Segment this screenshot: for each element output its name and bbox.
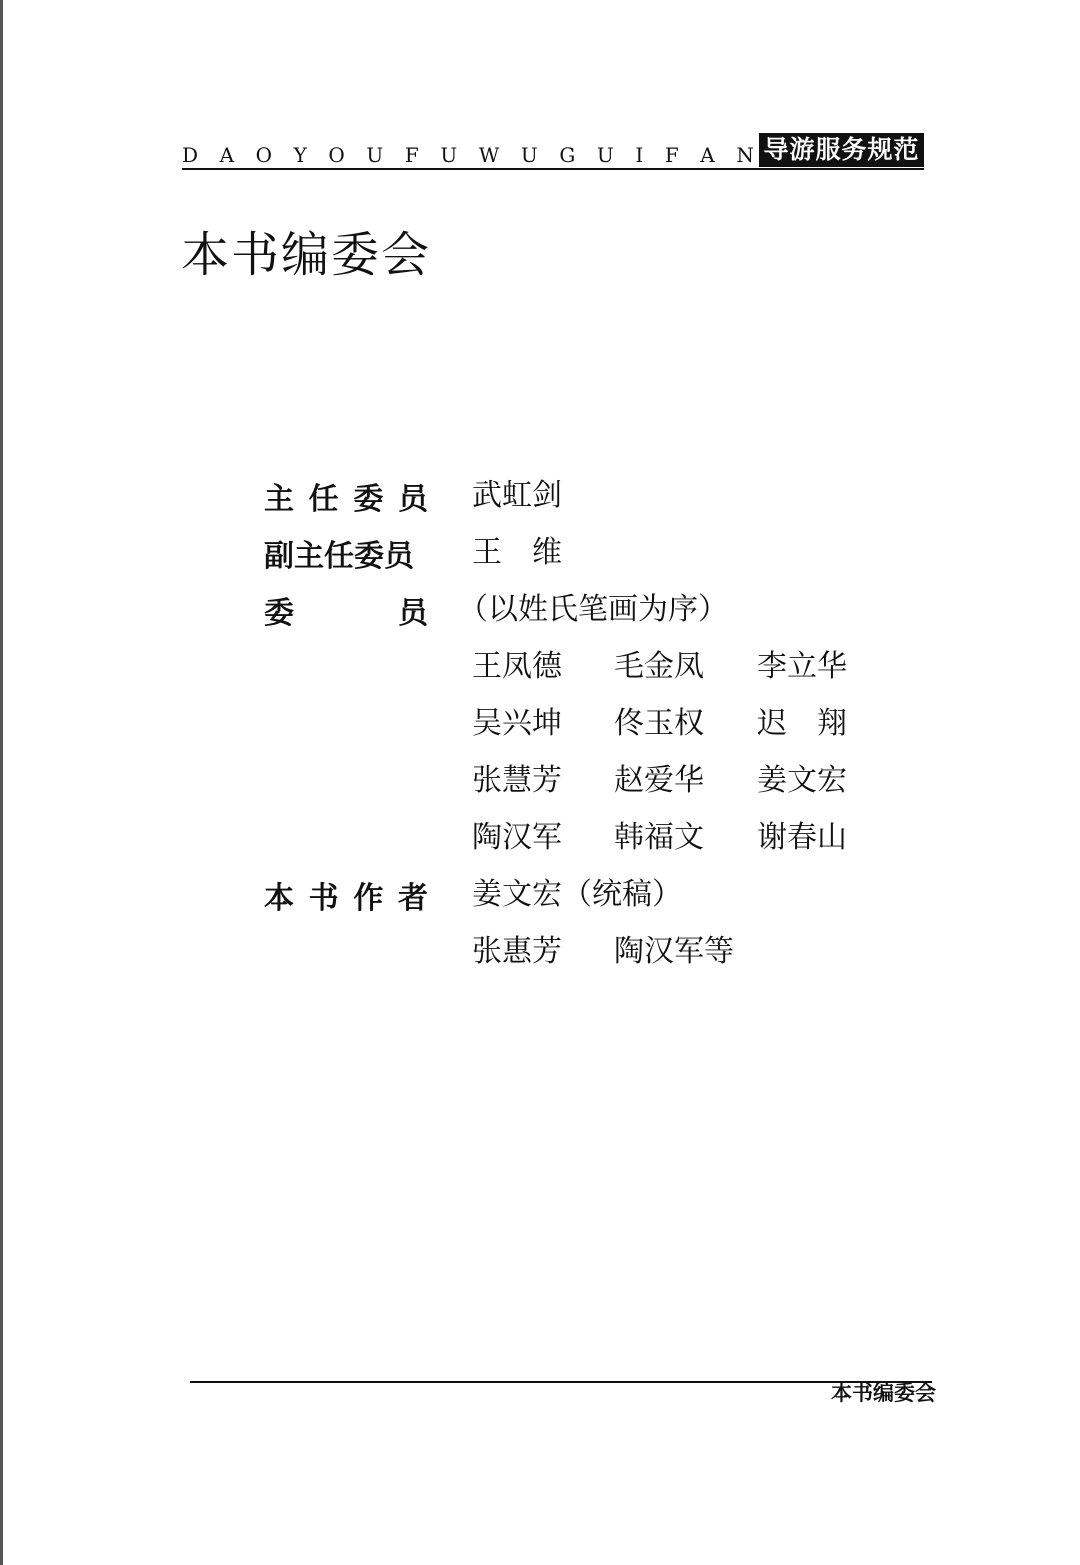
pinyin-letter: F	[664, 143, 679, 167]
header-rule	[182, 168, 924, 170]
role-char: 主	[264, 482, 294, 517]
author-name: 张惠芳	[472, 934, 562, 969]
member-names-row	[264, 816, 904, 873]
member-name: 吴兴坤	[472, 706, 562, 741]
role-char: 员	[398, 596, 428, 631]
pinyin-letter: N	[736, 143, 754, 167]
role-char: 员	[397, 482, 428, 517]
role-char: 任	[308, 482, 339, 517]
deputy-director-name: 王 维	[472, 535, 562, 570]
pinyin-letter: A	[219, 143, 235, 167]
page-edge	[0, 0, 3, 1565]
pinyin-letter: W	[478, 143, 500, 167]
page-title: 本书编委会	[181, 227, 432, 283]
role-label-director	[264, 474, 428, 518]
role-label-members	[264, 588, 428, 632]
lead-author: 姜文宏（统稿）	[472, 877, 682, 912]
member-name: 陶汉军	[472, 820, 562, 855]
member-name: 迟 翔	[757, 706, 847, 741]
pinyin-letter: U	[596, 143, 614, 167]
footer-rule	[190, 1381, 932, 1383]
pinyin-letter: U	[440, 143, 458, 167]
member-names-row	[264, 702, 904, 759]
authors-row	[264, 873, 904, 930]
members-row	[264, 588, 904, 645]
author-name: 陶汉军等	[614, 934, 734, 969]
authors-others-row	[264, 930, 904, 987]
member-name: 李立华	[757, 649, 847, 684]
pinyin-letter: D	[182, 143, 199, 167]
pinyin-letter: U	[366, 143, 384, 167]
pinyin-letter: O	[328, 143, 345, 167]
member-name: 谢春山	[757, 820, 847, 855]
director-name: 武虹剑	[472, 478, 562, 513]
role-label-authors	[264, 873, 428, 917]
member-name: 韩福文	[614, 820, 704, 855]
deputy-director-row	[264, 531, 904, 588]
member-name: 赵爱华	[614, 763, 704, 798]
series-title-badge: 导游服务规范	[759, 133, 924, 167]
pinyin-letter: U	[520, 143, 538, 167]
committee-roster	[264, 474, 904, 987]
pinyin-letter: I	[635, 143, 644, 167]
role-char: 委	[264, 596, 294, 631]
director-row	[264, 474, 904, 531]
role-char: 者	[397, 881, 428, 916]
pinyin-letter: O	[255, 143, 273, 167]
member-names-row	[264, 759, 904, 816]
pinyin-letter: F	[404, 143, 419, 167]
running-footer: 本书编委会	[831, 1381, 936, 1405]
member-names-row	[264, 645, 904, 702]
member-name: 张慧芳	[472, 763, 562, 798]
pinyin-letter: A	[700, 143, 715, 167]
member-name: 姜文宏	[757, 763, 847, 798]
members-order-note: （以姓氏笔画为序）	[458, 592, 728, 627]
running-header	[182, 131, 924, 169]
role-char: 本	[264, 881, 294, 916]
member-name: 毛金凤	[614, 649, 704, 684]
pinyin-letter: Y	[293, 143, 307, 167]
member-name: 佟玉权	[614, 706, 704, 741]
pinyin-title	[182, 143, 754, 167]
role-char: 作	[353, 881, 384, 916]
pinyin-letter: G	[559, 143, 576, 167]
role-char: 委	[353, 482, 384, 517]
role-label-deputy-director: 副主任委员	[264, 539, 414, 574]
role-char: 书	[308, 881, 339, 916]
member-name: 王凤德	[472, 649, 562, 684]
